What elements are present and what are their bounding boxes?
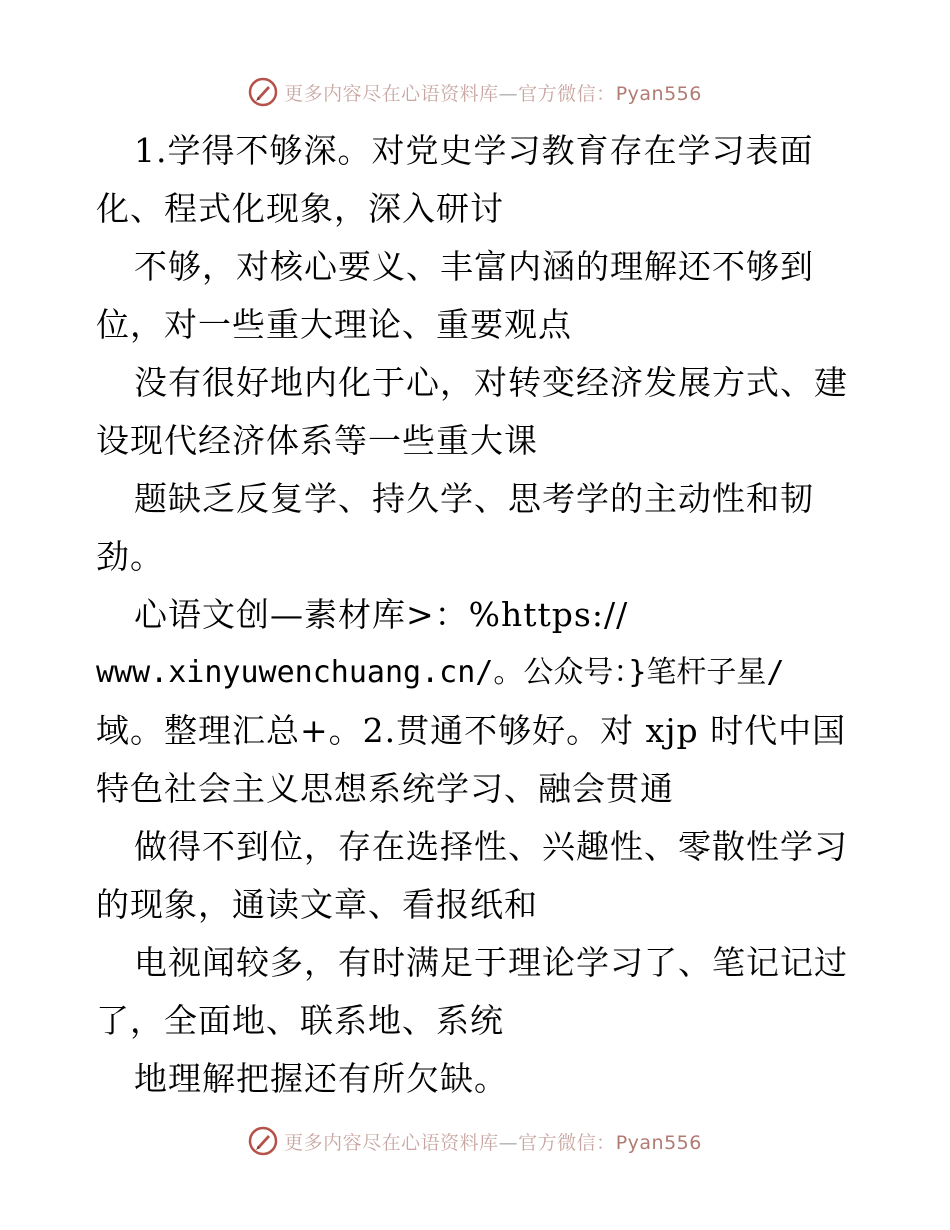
body-line: 不够，对核心要义、丰富内涵的理解还不够到	[134, 247, 814, 286]
watermark-sub-text: 官方微信：	[518, 82, 616, 105]
body-line: 1.学得不够深。对党史学习教育存在学习表面	[134, 131, 814, 170]
document-body	[96, 122, 856, 1108]
watermark-main-text: 更多内容尽在心语资料库	[284, 1131, 499, 1154]
watermark-separator: —	[498, 1131, 519, 1154]
body-line: 题缺乏反复学、持久学、思考学的主动性和韧	[134, 479, 814, 518]
watermark-separator: —	[498, 82, 519, 105]
body-line: 设现代经济体系等一些重大课	[96, 421, 538, 460]
watermark-handle: Pyan556	[615, 82, 702, 105]
feather-pen-logo-icon	[248, 1126, 278, 1156]
watermark-sub-text: 官方微信：	[518, 1131, 616, 1154]
watermark-handle: Pyan556	[615, 1131, 702, 1154]
watermark-main-text: 更多内容尽在心语资料库	[284, 82, 499, 105]
body-line: 心语文创—素材库>：%https://	[134, 595, 629, 634]
body-line: 特色社会主义思想系统学习、融会贯通	[96, 769, 674, 808]
body-line: 劲。	[96, 537, 164, 576]
watermark-text	[284, 1128, 702, 1155]
body-line: 位，对一些重大理论、重要观点	[96, 305, 572, 344]
body-line: 的现象，通读文章、看报纸和	[96, 885, 538, 924]
header-watermark	[0, 72, 950, 112]
body-line: 没有很好地内化于心，对转变经济发展方式、建	[134, 363, 848, 402]
footer-watermark	[0, 1121, 950, 1161]
body-line: 做得不到位，存在选择性、兴趣性、零散性学习	[134, 827, 848, 866]
watermark-text	[284, 79, 702, 106]
body-line: 了，全面地、联系地、系统	[96, 1001, 504, 1040]
body-line: 地理解把握还有所欠缺。	[134, 1059, 508, 1098]
body-line-url: www.xinyuwenchuang.cn/。公众号：}笔杆子星/	[96, 655, 785, 690]
feather-pen-logo-icon	[248, 77, 278, 107]
body-line: 化、程式化现象，深入研讨	[96, 189, 504, 228]
body-line: 域。整理汇总+。2.贯通不够好。对 xjp 时代中国	[96, 711, 847, 750]
body-line: 电视闻较多，有时满足于理论学习了、笔记记过	[134, 943, 848, 982]
